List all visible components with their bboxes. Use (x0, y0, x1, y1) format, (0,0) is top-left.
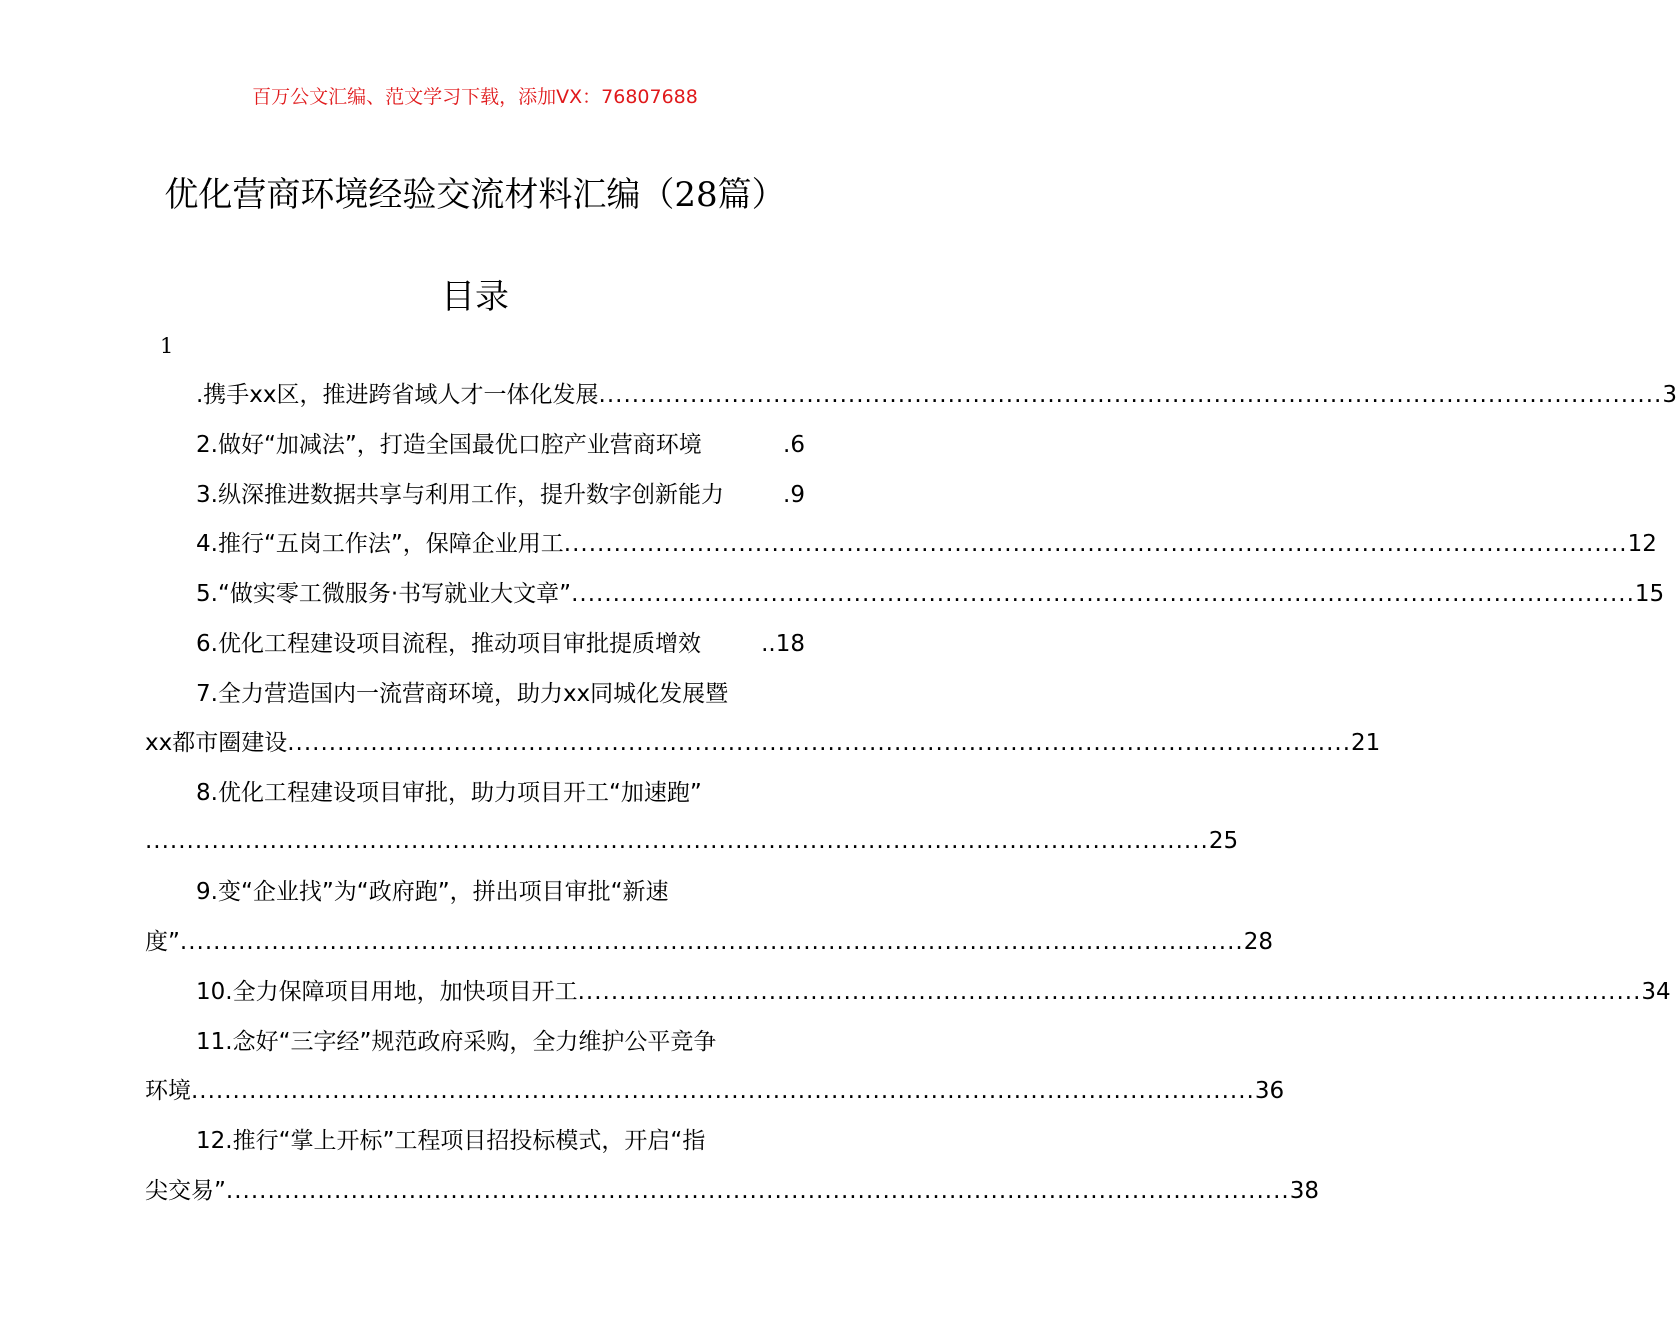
toc-entry-page: 38 (1289, 1178, 1320, 1204)
toc-entry-continuation[interactable] (145, 1173, 1320, 1209)
toc-entry[interactable] (196, 377, 1677, 413)
toc-heading: 目录 (441, 277, 509, 317)
toc-entry-title-cont: 度” (145, 929, 180, 955)
toc-entry-title: 7.全力营造国内一流营商环境，助力xx同城化发展暨 (196, 681, 729, 707)
toc-leader: ................................................................................................................................ (577, 979, 1642, 1005)
toc-entry-page: .6 (783, 432, 805, 458)
toc-entry-page: 3 (1662, 382, 1677, 408)
toc-entry[interactable] (196, 676, 805, 712)
toc-entry-continuation[interactable] (145, 1073, 1285, 1109)
toc-entry-continuation[interactable] (145, 725, 1381, 761)
toc-entry[interactable] (196, 1123, 805, 1159)
toc-leader: ................................................................................................................................ (598, 382, 1663, 408)
toc-leader: ................................................................................................................................ (287, 730, 1352, 756)
toc-entry-title-cont: 环境 (145, 1078, 191, 1104)
toc-entry[interactable] (196, 576, 1665, 612)
toc-entry-page: 21 (1351, 730, 1381, 756)
toc-entry[interactable] (196, 477, 805, 513)
toc-entry-title: 5.“做实零工微服务·书写就业大文章” (196, 581, 572, 607)
toc-entry-title: 3.纵深推进数据共享与利用工作，提升数字创新能力 (196, 482, 724, 508)
toc-entry-page: 12 (1627, 531, 1657, 557)
document-title: 优化营商环境经验交流材料汇编（28篇） (164, 175, 786, 215)
toc-entry[interactable] (196, 974, 1671, 1010)
toc-leader: ................................................................................................................................ (225, 1178, 1290, 1204)
toc-entry-page: 36 (1254, 1078, 1285, 1104)
toc-entry-continuation[interactable] (145, 924, 1274, 960)
toc-entry[interactable] (196, 874, 805, 910)
page-number: 1 (160, 334, 174, 358)
toc-entry-title: 6.优化工程建设项目流程，推动项目审批提质增效 (196, 631, 701, 657)
toc-entry-page: .9 (783, 482, 805, 508)
toc-entry[interactable] (196, 1024, 805, 1060)
toc-entry-title-cont: xx都市圈建设 (145, 730, 288, 756)
toc-entry-title: 2.做好“加减法”，打造全国最优口腔产业营商环境 (196, 432, 702, 458)
toc-entry-title: 10.全力保障项目用地，加快项目开工 (196, 979, 578, 1005)
toc-entry-title: .携手xx区，推进跨省域人才一体化发展 (196, 382, 599, 408)
toc-entry-title: 9.变“企业找”为“政府跑”，拼出项目审批“新速 (196, 879, 669, 905)
toc-entry-title: 11.念好“三字经”规范政府采购，全力维护公平竞争 (196, 1029, 717, 1055)
toc-entry-page: 28 (1243, 929, 1274, 955)
toc-entry[interactable] (196, 626, 805, 662)
toc-entry-title: 12.推行“掌上开标”工程项目招投标模式，开启“指 (196, 1128, 706, 1154)
toc-entry-title: 4.推行“五岗工作法”，保障企业用工 (196, 531, 564, 557)
toc-entry-title-cont: 尖交易” (145, 1178, 226, 1204)
promo-banner: 百万公文汇编、范文学习下载，添加VX：76807688 (252, 86, 698, 108)
toc-entry-page: ..18 (761, 631, 805, 657)
toc-leader: ................................................................................................................................ (563, 531, 1628, 557)
toc-entry-continuation[interactable] (145, 823, 1239, 859)
toc-entry-page: 15 (1634, 581, 1665, 607)
toc-leader: ................................................................................................................................ (191, 1078, 1255, 1104)
toc-entry-page: 25 (1208, 828, 1239, 854)
toc-leader: ................................................................................................................................ (571, 581, 1635, 607)
toc-entry-page: 34 (1641, 979, 1671, 1005)
toc-entry[interactable] (196, 526, 1657, 562)
toc-leader: ................................................................................................................................ (179, 929, 1244, 955)
toc-leader: ................................................................................................................................ (145, 828, 1209, 854)
toc-entry-title: 8.优化工程建设项目审批，助力项目开工“加速跑” (196, 780, 702, 806)
toc-entry[interactable] (196, 775, 805, 811)
toc-entry[interactable] (196, 427, 805, 463)
